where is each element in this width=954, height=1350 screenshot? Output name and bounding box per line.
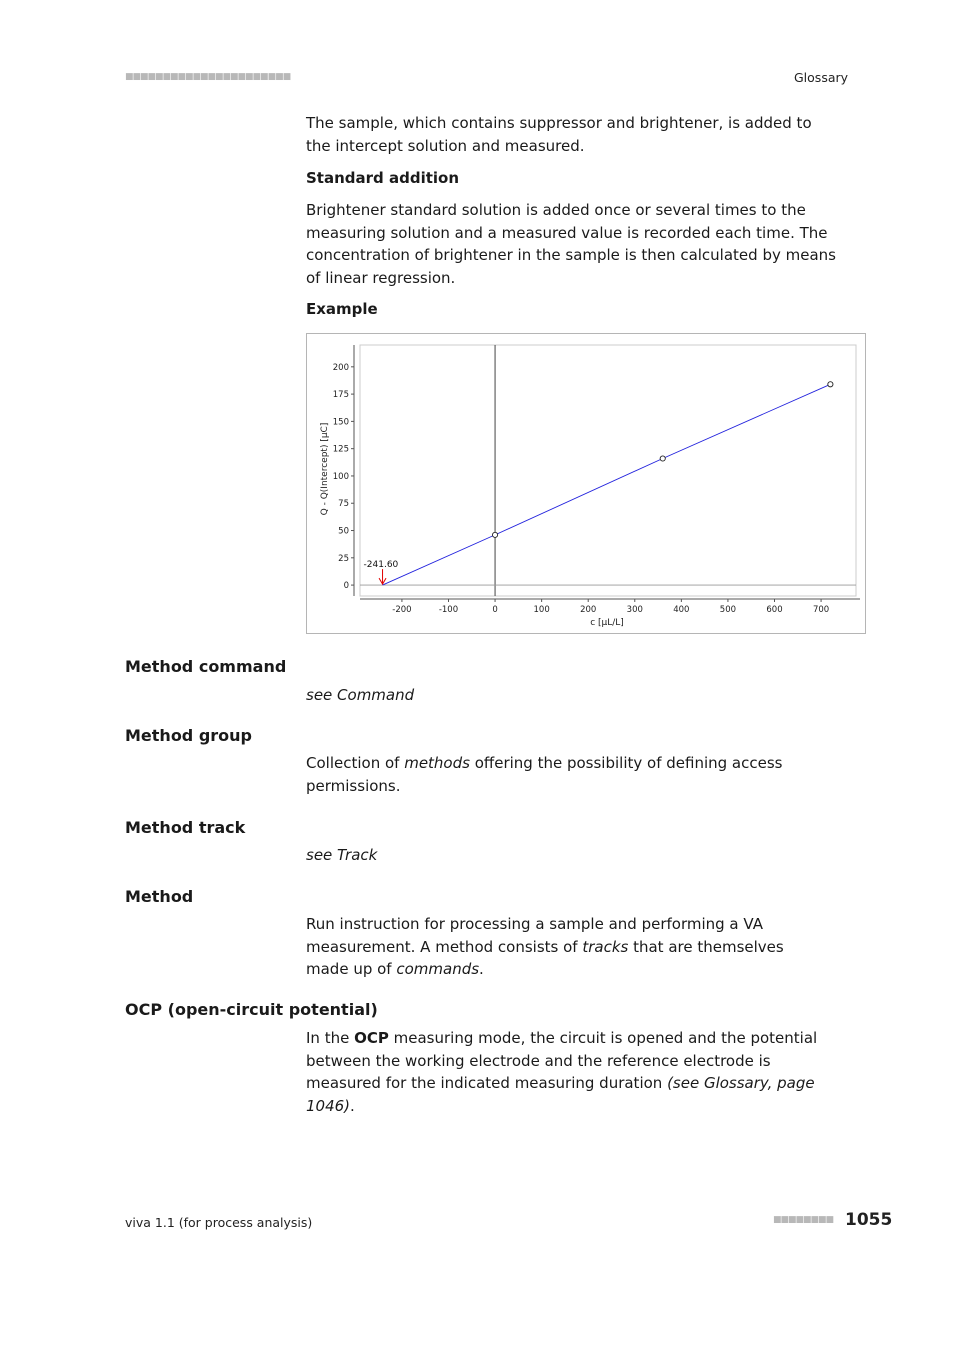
desc-method-command-link[interactable]: see Command — [306, 686, 415, 704]
x-tick-label: 100 — [533, 605, 550, 615]
header-squares: ■■■■■■■■■■■■■■■■■■■■■■ — [125, 72, 291, 82]
y-tick-label: 75 — [338, 499, 349, 510]
data-point — [660, 456, 665, 461]
desc-method-track — [306, 844, 846, 867]
desc-ocp-mode: OCP — [354, 1029, 389, 1047]
desc-method-commands-link[interactable]: commands — [396, 960, 480, 978]
standard-addition-paragraph: Brightener standard solution is added once or several times to the measuring solution and a measured value is recorded each time. The concentration of brightener in the sample is then calculated by means of linear regression. — [306, 201, 836, 287]
x-tick-label: 0 — [492, 605, 498, 615]
desc-method-group-prefix: Collection of — [306, 754, 405, 772]
desc-ocp-part3: . — [350, 1096, 355, 1115]
intercept-label: -241.60 — [363, 560, 399, 571]
y-tick-label: 175 — [332, 390, 349, 401]
example-chart — [306, 333, 866, 634]
term-method: Method — [125, 887, 194, 906]
x-tick-label: 600 — [766, 605, 783, 615]
term-ocp: OCP (open-circuit potential) — [125, 1000, 378, 1019]
desc-ocp-part2: measuring mode, the circuit is opened and the potential between the working electrode and the reference electrode is measured for the indicated measuring duration — [306, 1029, 818, 1092]
footer-squares: ■■■■■■■■ — [773, 1215, 834, 1225]
desc-method-part1: Run instruction for processing a sample and performing a VA measurement. A method consists of — [306, 915, 763, 956]
plot-area — [360, 345, 856, 596]
y-axis-label: Q - Q(Intercept) [µC] — [320, 422, 330, 516]
y-tick-label: 150 — [332, 417, 349, 428]
desc-ocp-glossary-link[interactable]: (see Glossary, page 1046) — [306, 1074, 815, 1115]
footer-product: viva 1.1 (for process analysis) — [125, 1215, 313, 1230]
desc-ocp-part1: In the — [306, 1029, 355, 1047]
x-tick-label: 700 — [812, 605, 830, 615]
x-axis-label: c [µL/L] — [590, 618, 624, 628]
y-tick-label: 25 — [338, 553, 349, 564]
desc-method — [306, 913, 831, 981]
desc-method-part3: . — [479, 960, 484, 978]
desc-ocp — [306, 1027, 836, 1117]
desc-method-group-rest: offering the possibility of defining access permissions. — [306, 754, 783, 795]
term-method-command: Method command — [125, 657, 287, 676]
x-tick-label: 500 — [719, 605, 737, 615]
x-tick-label: 400 — [673, 605, 690, 615]
chart-svg — [307, 334, 865, 633]
term-method-track: Method track — [125, 818, 246, 837]
y-tick-label: 200 — [332, 362, 349, 373]
data-point — [828, 382, 833, 387]
term-method-group: Method group — [125, 726, 253, 745]
x-tick-label: 200 — [580, 605, 597, 615]
desc-method-tracks-link[interactable]: tracks — [582, 937, 629, 956]
desc-method-group — [306, 752, 826, 797]
desc-method-part2: that are themselves made up of — [306, 937, 784, 978]
y-tick-label: 50 — [338, 526, 349, 537]
desc-method-command — [306, 684, 846, 707]
example-heading: Example — [306, 300, 378, 318]
standard-addition-heading: Standard addition — [306, 169, 460, 187]
x-tick-label: -200 — [392, 605, 412, 615]
data-point — [492, 532, 497, 537]
desc-method-group-link[interactable]: methods — [404, 754, 470, 772]
y-tick-label: 100 — [332, 471, 349, 482]
x-tick-label: 300 — [626, 605, 643, 615]
x-tick-label: -100 — [438, 605, 459, 615]
y-tick-label: 0 — [343, 581, 349, 592]
intro-paragraph: The sample, which contains suppressor and brightener, is added to the intercept solution and measured. — [306, 114, 812, 155]
header-section-title: Glossary — [794, 70, 849, 85]
y-tick-label: 125 — [332, 444, 349, 455]
desc-method-track-link[interactable]: see Track — [306, 846, 378, 864]
footer-page-number: 1055 — [845, 1210, 893, 1230]
